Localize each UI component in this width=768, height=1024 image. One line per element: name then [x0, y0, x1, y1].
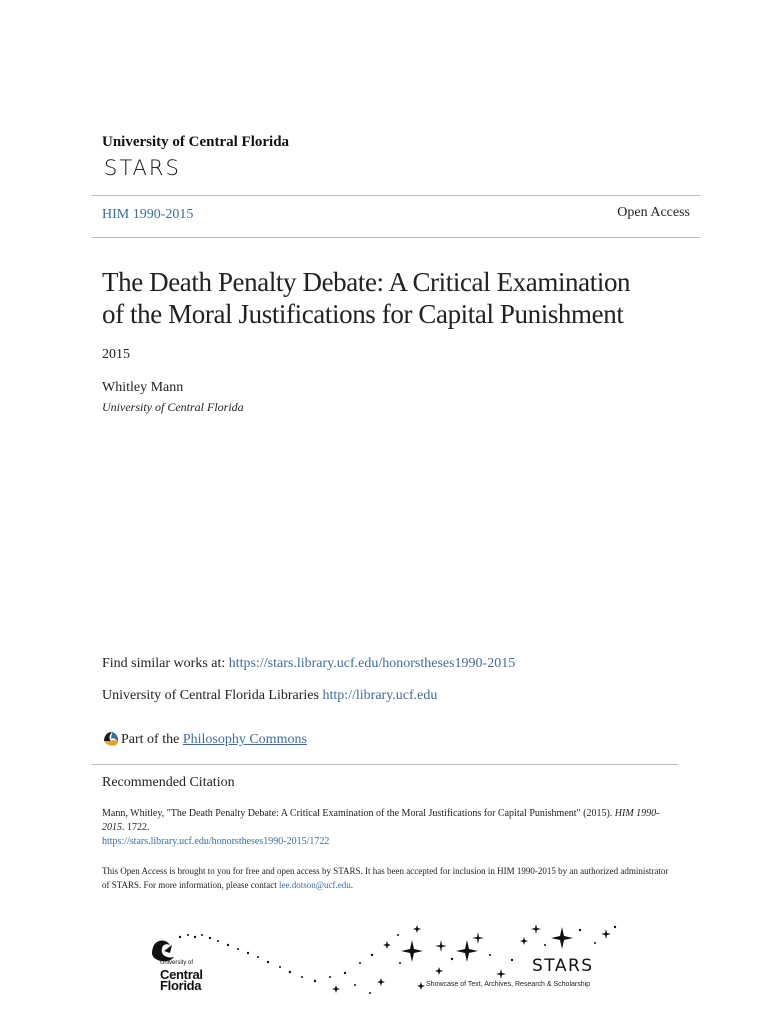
part-of-label: Part of the [121, 732, 180, 747]
university-name: University of Central Florida [102, 134, 290, 150]
ucf-small-text: University of [160, 960, 194, 966]
title-line-1: The Death Penalty Debate: A Critical Examination [102, 267, 631, 297]
paper-title [102, 266, 702, 330]
publication-year: 2015 [102, 347, 130, 362]
libraries-link[interactable]: http://library.ucf.edu [322, 688, 438, 703]
libraries-line [102, 688, 437, 704]
philosophy-commons-link[interactable]: Philosophy Commons [182, 732, 307, 747]
open-access-notice [102, 864, 672, 892]
author-affiliation: University of Central Florida [102, 400, 244, 414]
ucf-central-text: Central [160, 967, 203, 982]
recommended-citation-heading: Recommended Citation [102, 775, 235, 790]
series-link[interactable]: HIM 1990-2015 [102, 207, 194, 222]
notice-text: This Open Access is brought to you for free and open access by STARS. It has been accepted for inclusion in HIM 1990-2015 by an authorized administrator of STARS. For more information, please contact [102, 866, 669, 890]
citation-series: HIM 1990-2015 [102, 808, 660, 833]
citation-url[interactable]: https://stars.library.ucf.edu/honorstheses1990-2015/1722 [102, 836, 330, 847]
footer-stars-logo[interactable]: STARS [532, 956, 594, 976]
contact-email-link[interactable]: lee.dotson@ucf.edu [279, 880, 351, 890]
open-access-label: Open Access [617, 205, 690, 220]
libraries-label: University of Central Florida Libraries [102, 688, 319, 703]
bottom-rule [92, 237, 700, 238]
stars-logo[interactable]: STARS [104, 156, 181, 180]
citation-rule [92, 764, 678, 765]
similar-works-line [102, 656, 515, 672]
title-line-2: of the Moral Justifications for Capital Punishment [102, 299, 624, 329]
citation-block [102, 807, 672, 849]
commons-network-icon [102, 730, 120, 748]
ucf-florida-text: Florida [160, 978, 202, 993]
author-name[interactable]: Whitley Mann [102, 380, 184, 395]
footer-tagline: Showcase of Text, Archives, Research & Scholarship [426, 981, 591, 988]
ucf-wordmark[interactable] [160, 958, 203, 991]
similar-works-label: Find similar works at: [102, 656, 226, 671]
top-rule [92, 195, 700, 196]
citation-text: Mann, Whitley, "The Death Penalty Debate: A Critical Examination of the Moral Justifications for Capital Punishment" (2015). [102, 808, 613, 819]
similar-works-link[interactable]: https://stars.library.ucf.edu/honorstheses1990-2015 [228, 656, 516, 671]
part-of-line [121, 732, 307, 748]
citation-number: . 1722. [122, 822, 150, 833]
notice-end: . [350, 880, 354, 890]
